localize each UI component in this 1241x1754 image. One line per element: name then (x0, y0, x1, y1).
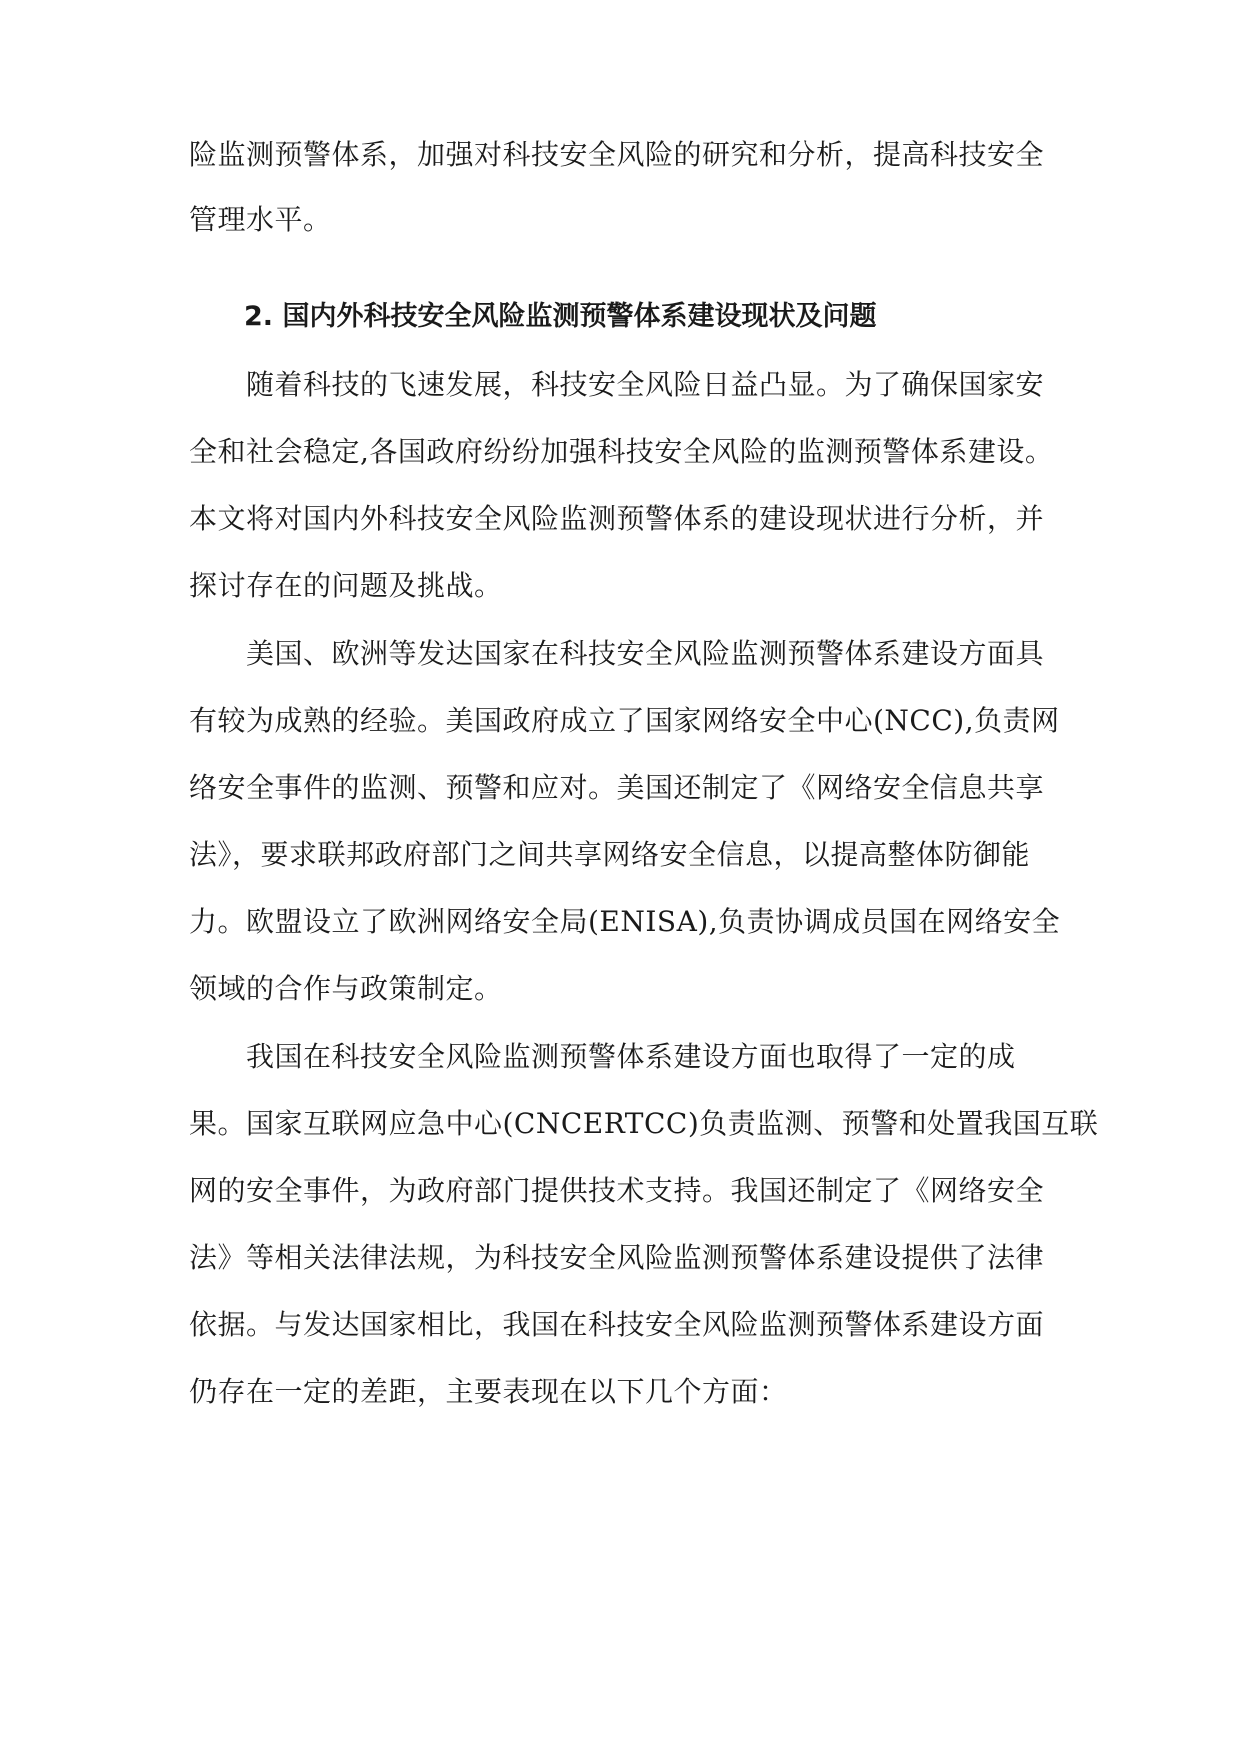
paragraph-3-line-4: 法》等相关法律法规，为科技安全风险监测预警体系建设提供了法律 (189, 1241, 1045, 1274)
paragraph-1-line-3: 本文将对国内外科技安全风险监测预警体系的建设现状进行分析，并 (189, 502, 1045, 535)
intro-line-2: 管理水平。 (189, 203, 332, 236)
paragraph-3-line-3: 网的安全事件，为政府部门提供技术支持。我国还制定了《网络安全 (189, 1174, 1045, 1207)
paragraph-1-line-4: 探讨存在的问题及挑战。 (189, 569, 503, 602)
paragraph-2-line-5: 力。欧盟设立了欧洲网络安全局(ENISA),负责协调成员国在网络安全 (189, 905, 1061, 938)
paragraph-2-line-4: 法》，要求联邦政府部门之间共享网络安全信息，以提高整体防御能 (189, 838, 1031, 871)
paragraph-2-line-3: 络安全事件的监测、预警和应对。美国还制定了《网络安全信息共享 (189, 771, 1045, 804)
paragraph-1-line-2: 全和社会稳定,各国政府纷纷加强科技安全风险的监测预警体系建设。 (189, 435, 1054, 468)
paragraph-3-line-6: 仍存在一定的差距，主要表现在以下几个方面： (189, 1375, 788, 1408)
paragraph-1-line-1: 随着科技的飞速发展，科技安全风险日益凸显。为了确保国家安 (246, 368, 1045, 401)
paragraph-2-line-2: 有较为成熟的经验。美国政府成立了国家网络安全中心(NCC),负责网 (189, 704, 1060, 737)
paragraph-3-line-2: 果。国家互联网应急中心(CNCERTCC)负责监测、预警和处置我国互联 (189, 1107, 1099, 1140)
section-heading: 2. 国内外科技安全风险监测预警体系建设现状及问题 (244, 301, 877, 332)
intro-line-1: 险监测预警体系，加强对科技安全风险的研究和分析，提高科技安全 (189, 138, 1045, 171)
paragraph-2-line-6: 领域的合作与政策制定。 (189, 972, 503, 1005)
paragraph-2-line-1: 美国、欧洲等发达国家在科技安全风险监测预警体系建设方面具 (246, 637, 1045, 670)
paragraph-3-line-1: 我国在科技安全风险监测预警体系建设方面也取得了一定的成 (246, 1040, 1016, 1073)
paragraph-3-line-5: 依据。与发达国家相比，我国在科技安全风险监测预警体系建设方面 (189, 1308, 1045, 1341)
